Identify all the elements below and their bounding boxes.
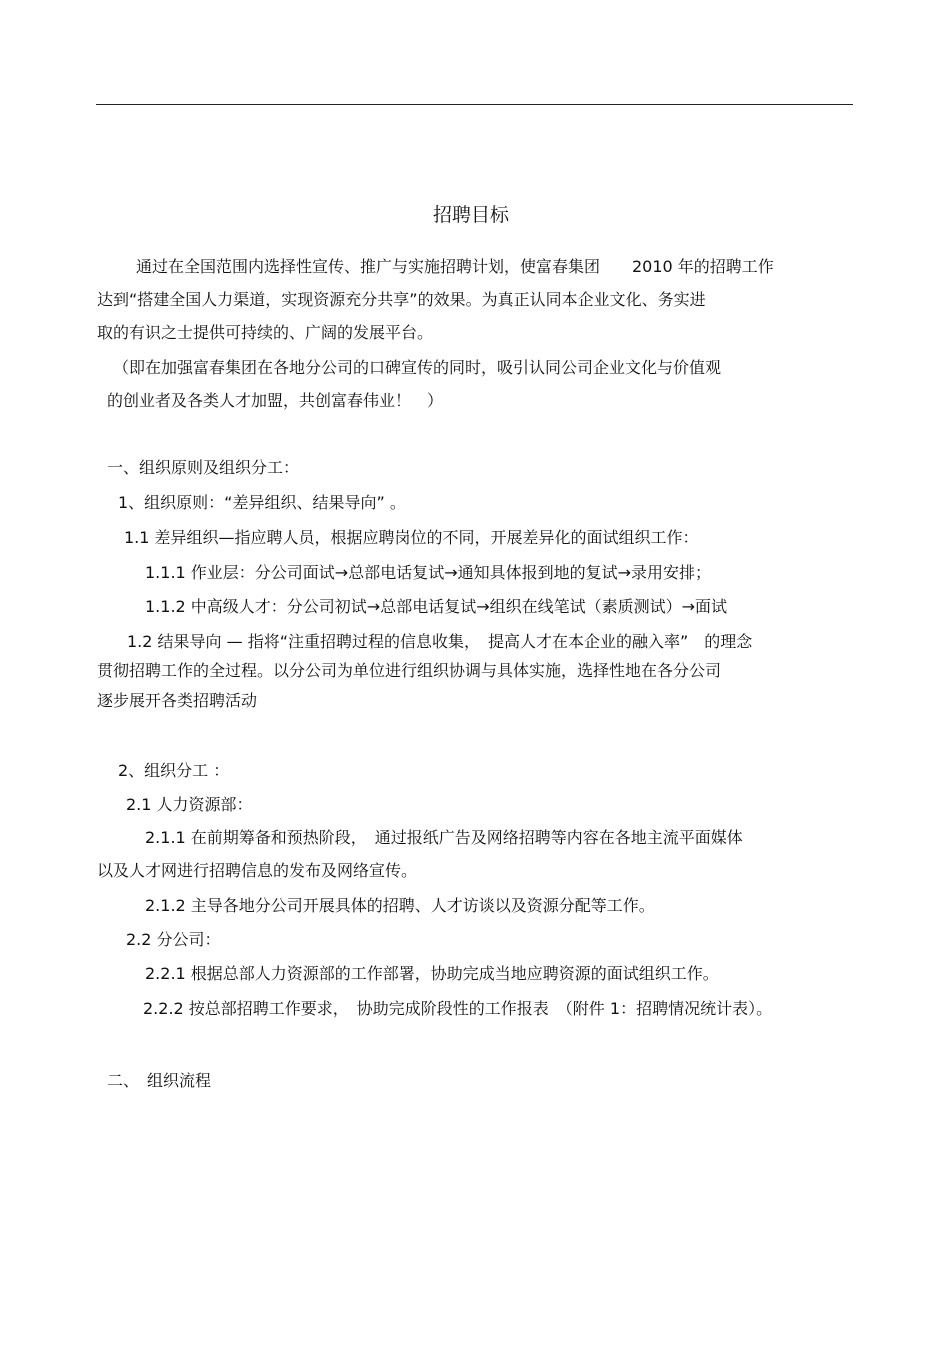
intro-line-5: 的创业者及各类人才加盟，共创富春伟业！ ） — [107, 391, 444, 410]
intro-line-4: （即在加强富春集团在各地分公司的口碑宣传的同时，吸引认同公司企业文化与价值观 — [113, 358, 722, 377]
item-2-1-1-line-2: 以及人才网进行招聘信息的发布及网络宣传。 — [97, 861, 418, 880]
item-2-2-2: 2.2.2 按总部招聘工作要求， 协助完成阶段性的工作报表 （附件 1：招聘情况统计表）。 — [143, 999, 773, 1018]
item-1-2-line-3: 逐步展开各类招聘活动 — [97, 691, 258, 710]
item-2-2: 2.2 分公司： — [126, 930, 221, 949]
item-1-1-1: 1.1.1 作业层：分公司面试→总部电话复试→通知具体报到地的复试→录用安排； — [145, 563, 712, 582]
division-heading: 2、组织分工 ： — [118, 761, 230, 780]
header-rule — [96, 104, 853, 105]
intro-line-1: 通过在全国范围内选择性宣传、推广与实施招聘计划，使富春集团 2010 年的招聘工作 — [136, 257, 774, 276]
item-2-1-2: 2.1.2 主导各地分公司开展具体的招聘、人才访谈以及资源分配等工作。 — [145, 896, 655, 915]
item-2-2-1: 2.2.1 根据总部人力资源部的工作部署，协助完成当地应聘资源的面试组织工作。 — [145, 964, 719, 983]
section-1-heading: 一、组织原则及组织分工： — [107, 458, 300, 477]
item-1-1: 1.1 差异组织—指应聘人员，根据应聘岗位的不同，开展差异化的面试组织工作： — [124, 528, 699, 547]
item-2-1: 2.1 人力资源部： — [126, 795, 253, 814]
section-2-heading: 二、 组织流程 — [107, 1071, 212, 1090]
item-1-2-line-2: 贯彻招聘工作的全过程。以分公司为单位进行组织协调与具体实施，选择性地在各分公司 — [97, 661, 722, 680]
page-title: 招聘目标 — [433, 204, 510, 226]
item-2-1-1-line-1: 2.1.1 在前期筹备和预热阶段， 通过报纸广告及网络招聘等内容在各地主流平面媒体 — [145, 828, 743, 847]
item-1-1-2: 1.1.2 中高级人才：分公司初试→总部电话复试→组织在线笔试（素质测试）→面试 — [145, 597, 728, 616]
intro-line-3: 取的有识之士提供可持续的、广阔的发展平台。 — [97, 323, 434, 342]
intro-line-2: 达到“搭建全国人力渠道，实现资源充分共享”的效果。为真正认同本企业文化、务实进 — [97, 290, 706, 309]
item-1-2-line-1: 1.2 结果导向 — 指将“注重招聘过程的信息收集， 提高人才在本企业的融入率” 的理念 — [127, 632, 753, 651]
principle-line: 1、组织原则：“差异组织、结果导向” 。 — [118, 493, 406, 512]
